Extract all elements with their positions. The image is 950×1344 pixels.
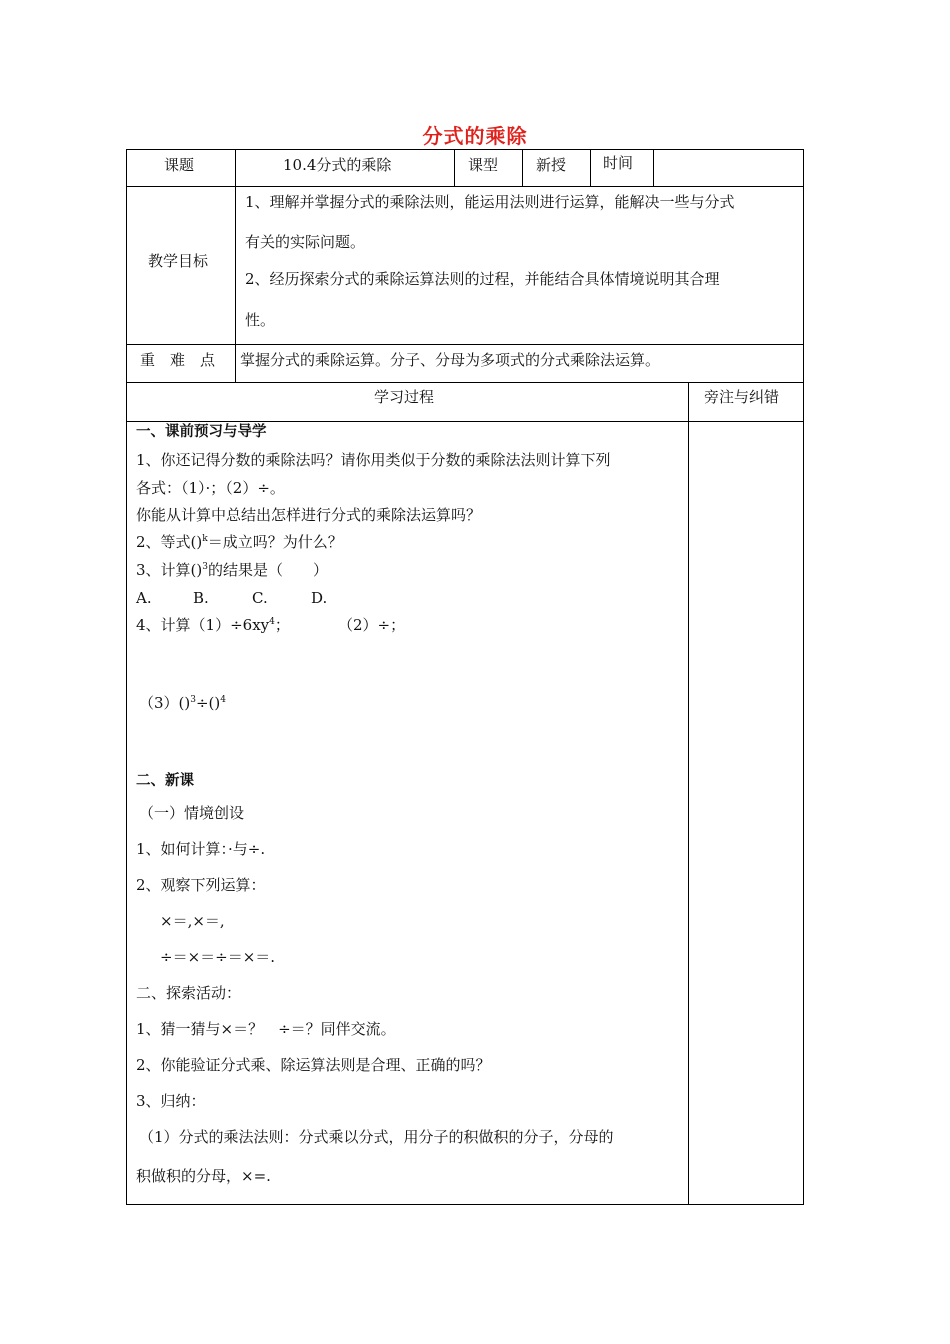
new-1: 1、如何计算：·与÷. [136, 840, 266, 858]
new-2: 2、观察下列运算： [136, 876, 266, 894]
q4 [136, 616, 290, 634]
explore-2: 2、你能验证分式乘、除运算法则是合理、正确的吗？ [136, 1056, 491, 1074]
q4-sup: 4 [269, 617, 275, 627]
rule-line-a: （1）分式的乘法法则：分式乘以分式，用分子的积做积的分子，分母的 [139, 1128, 614, 1146]
topic-label: 课题 [164, 156, 195, 174]
type-value: 新授 [536, 156, 567, 174]
q4-3-pre: （3）() [139, 694, 191, 712]
q3-sup: 3 [202, 562, 208, 572]
q4-part-3 [139, 694, 226, 712]
q3 [136, 561, 328, 579]
q4-pre: 4、计算（1）÷6xy [136, 616, 270, 634]
q2 [136, 533, 343, 551]
q2-sup: k [202, 534, 208, 544]
q1-line-b: 各式：（1）·；（2）÷。 [136, 479, 285, 497]
q4-part-2: （2）÷； [338, 616, 406, 634]
type-label: 课型 [468, 156, 499, 174]
time-label: 时间 [603, 154, 634, 172]
rule-line-b: 积做积的分母，×=. [136, 1167, 271, 1185]
q4-3-mid: ÷() [195, 694, 221, 712]
document-title: 分式的乘除 [422, 124, 528, 148]
explore-3: 3、归纳： [136, 1092, 206, 1110]
goals-label: 教学目标 [148, 252, 209, 270]
section-1-title: 一、课前预习与导学 [136, 424, 267, 440]
new-2-line-2: ÷＝×＝÷＝×＝. [160, 948, 276, 966]
cell-time [653, 149, 804, 187]
q4-3-sup1: 3 [190, 695, 196, 705]
goal-line-3: 2、经历探索分式的乘除运算法则的过程，并能结合具体情境说明其合理 [245, 270, 720, 288]
option-a: A. [136, 589, 152, 607]
q1-line-a: 1、你还记得分数的乘除法吗？请你用类似于分数的乘除法法则计算下列 [136, 451, 611, 469]
goal-line-1: 1、理解并掌握分式的乘除法则，能运用法则进行运算，能解决一些与分式 [245, 193, 735, 211]
cell-notes-body [688, 421, 804, 1205]
process-header: 学习过程 [374, 388, 435, 406]
goal-line-4: 性。 [245, 311, 276, 329]
explore-1: 1、猜一猜与×＝？ ÷＝？同伴交流。 [136, 1020, 396, 1038]
q3-pre: 3、计算() [136, 561, 203, 579]
keypoints-text: 掌握分式的乘除运算。分子、分母为多项式的分式乘除法运算。 [240, 351, 661, 369]
option-b: B. [193, 589, 209, 607]
q2-post: ＝成立吗？为什么？ [207, 533, 343, 551]
new-2-line-1: ×＝,×＝, [160, 912, 225, 930]
goal-line-2: 有关的实际问题。 [245, 233, 366, 251]
notes-header: 旁注与纠错 [704, 388, 780, 406]
q4-post: ； [274, 616, 290, 634]
option-d: D. [311, 589, 328, 607]
subsection-2: 二、探索活动： [136, 984, 242, 1002]
q1-line-c: 你能从计算中总结出怎样进行分式的乘除法运算吗？ [136, 506, 482, 524]
section-2-title: 二、新课 [136, 773, 194, 789]
topic-value: 10.4分式的乘除 [283, 156, 392, 174]
keypoints-label: 重 难 点 [140, 351, 216, 369]
option-c: C. [252, 589, 268, 607]
subsection-1: （一）情境创设 [139, 804, 245, 822]
q2-pre: 2、等式() [136, 533, 203, 551]
q4-3-sup2: 4 [220, 695, 226, 705]
q3-post: 的结果是（ ） [207, 561, 328, 579]
